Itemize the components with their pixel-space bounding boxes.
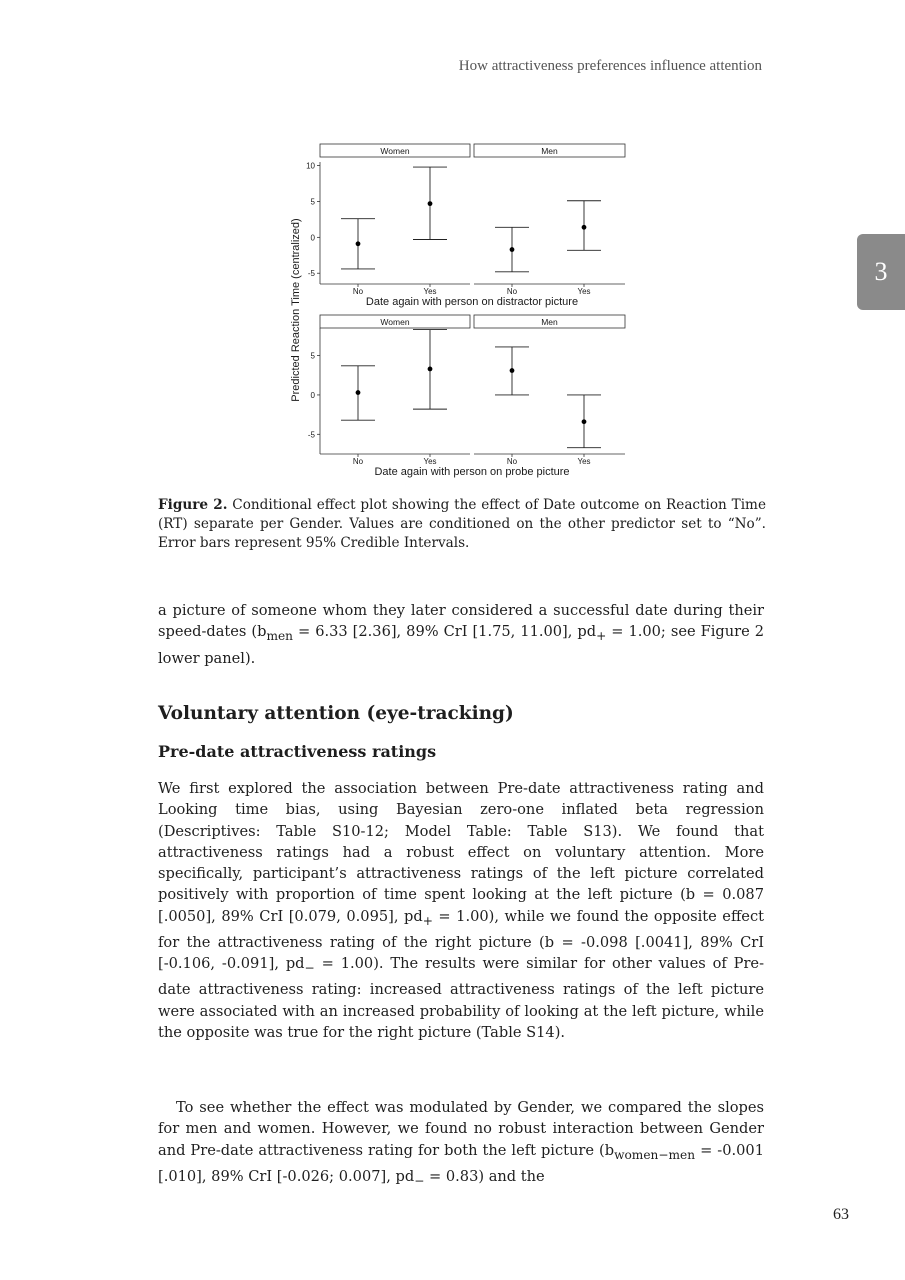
y-tick-label: 0: [310, 390, 315, 400]
subsection-heading: Pre-date attractiveness ratings: [158, 742, 437, 761]
point-estimate: [428, 367, 433, 372]
figure-2-chart: [282, 138, 632, 483]
point-estimate: [428, 201, 433, 206]
point-estimate: [356, 241, 361, 246]
y-axis-label: Predicted Reaction Time (centralized): [290, 218, 302, 402]
x-tick-label: No: [506, 457, 518, 466]
paragraph-gender-text: To see whether the effect was modulated by Gender, we compared the slopes for men and women. However, we found no robust interaction between Gender and Pre-date attractiveness rating for both the left picture ($b_{women-men} = -0.001$ [.010], 89% CrI [-0.026; 0.007], $pd_- = 0.83$) and the: [158, 1099, 764, 1188]
y-tick-label: 5: [310, 351, 315, 361]
x-axis-label: Date again with person on distractor picture: [365, 296, 579, 308]
paragraph-continued: [158, 600, 764, 669]
paragraph-continued-text: a picture of someone whom they later considered a successful date during their speed-dates ($b_{men} = 6.33$ [2.36], 89% CrI [1.75, 11.00], $pd_+ = 1.00$; see Figure 2 lower panel).: [158, 602, 764, 667]
point-estimate: [582, 225, 587, 230]
y-tick-label: 5: [310, 197, 315, 207]
x-tick-label: Yes: [423, 457, 437, 466]
section-heading: Voluntary attention (eye-tracking): [158, 703, 514, 724]
y-tick-label: -5: [307, 269, 315, 279]
paragraph-ratings-text: We first explored the association between Pre-date attractiveness rating and Looking time bias, using Bayesian zero-one inflated beta regression (Descriptives: Table S10-12; Model Table: Table S13). We found that attractiveness ratings had a robust effect on voluntary attention. More specifically, participant’s attractiveness ratings of the left picture correlated positively with proportion of time spent looking at the left picture (b = 0.087 [.0050], 89% CrI [0.079, 0.095], $pd_+ = 1.00$), while we found the opposite effect for the attractiveness rating of the right picture (b = -0.098 [.0041], 89% CrI [-0.106, -0.091], $pd_- = 1.00$). The results were similar for other values of Pre-date attractiveness rating: increased attractiveness ratings of the left picture were associated with an increased probability of looking at the left picture, while the opposite was true for the right picture (Table S14).: [158, 780, 764, 1042]
x-axis-label: Date again with person on probe picture: [374, 466, 570, 478]
y-tick-label: -5: [307, 430, 315, 440]
point-estimate: [356, 390, 361, 395]
point-estimate: [510, 368, 515, 373]
y-tick-label: 10: [306, 161, 315, 171]
x-tick-label: No: [352, 457, 364, 466]
x-tick-label: Yes: [577, 287, 591, 296]
page-number: 63: [833, 1206, 849, 1223]
chapter-tab[interactable]: 3: [857, 234, 905, 310]
x-tick-label: Yes: [423, 287, 437, 296]
x-tick-label: No: [506, 287, 518, 296]
y-tick-label: 0: [310, 233, 315, 243]
x-tick-label: Yes: [577, 457, 591, 466]
figure-caption: [158, 496, 766, 553]
facet-label: Women: [380, 146, 410, 156]
point-estimate: [510, 247, 515, 252]
figure-caption-text: Conditional effect plot showing the effect of Date outcome on Reaction Time (RT) separate per Gender. Values are conditioned on the other predictor set to “No”. Error bars represent 95% Credible Intervals.: [158, 497, 766, 551]
facet-label: Men: [541, 146, 558, 156]
figure-label: Figure 2.: [158, 497, 228, 513]
paragraph-gender: [158, 1097, 764, 1192]
point-estimate: [582, 419, 587, 424]
facet-label: Women: [380, 317, 410, 327]
paragraph-ratings: [158, 778, 764, 1043]
x-tick-label: No: [352, 287, 364, 296]
running-head: How attractiveness preferences influence attention: [458, 58, 762, 74]
facet-label: Men: [541, 317, 558, 327]
